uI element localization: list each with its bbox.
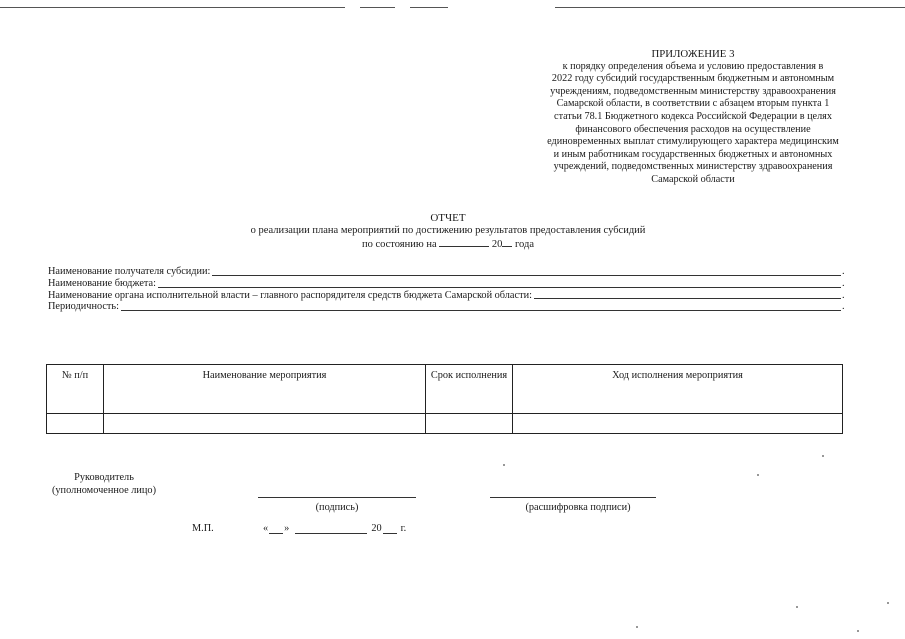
appendix-block <box>528 48 858 187</box>
signature-date <box>263 523 406 534</box>
signer-role-note: (уполномоченное лицо) <box>51 485 157 496</box>
scan-line <box>0 7 345 8</box>
scan-line <box>555 7 905 8</box>
field-blank[interactable] <box>534 298 841 299</box>
table-cell[interactable] <box>47 414 104 434</box>
appendix-line: Самарской области, в соответствии с абзацем вторым пункта 1 <box>556 98 830 110</box>
scan-speck <box>796 606 798 608</box>
appendix-heading: ПРИЛОЖЕНИЕ 3 <box>651 48 735 60</box>
field-authority <box>48 290 848 302</box>
seal-place: М.П. <box>192 523 214 534</box>
field-periodicity <box>48 301 848 313</box>
scan-speck <box>887 602 889 604</box>
date-open-quote: « <box>263 523 269 534</box>
field-label: Наименование органа исполнительной власти – главного распорядителя средств бюджета Самарской области: <box>48 289 532 301</box>
date-year-blank[interactable] <box>383 523 397 534</box>
date-suffix: г. <box>400 523 407 534</box>
scan-speck <box>822 455 824 457</box>
appendix-line: единовременных выплат стимулирующего характера медицинским <box>547 136 839 148</box>
field-blank[interactable] <box>121 310 841 311</box>
report-date-year: 20 <box>491 239 503 251</box>
signature-line[interactable] <box>258 497 416 498</box>
field-label: Наименование получателя субсидии: <box>48 266 211 277</box>
col-header-event: Наименование мероприятия <box>104 365 426 414</box>
appendix-line: к порядку определения объема и условию предоставления в <box>562 60 824 72</box>
signature-caption: (подпись) <box>315 502 359 513</box>
events-table <box>46 364 843 434</box>
appendix-line: статьи 78.1 Бюджетного кодекса Российской Федерации в целях <box>554 110 832 122</box>
report-fields <box>48 266 848 313</box>
report-date-line <box>200 237 696 252</box>
report-date-prefix: по состоянию на <box>361 239 437 251</box>
table-header-row <box>47 365 843 414</box>
date-close-quote: » <box>284 523 290 534</box>
scan-speck <box>857 630 859 632</box>
col-header-progress: Ход исполнения мероприятия <box>513 365 843 414</box>
field-recipient <box>48 266 848 278</box>
scan-line <box>410 7 448 8</box>
field-end: . <box>842 301 845 313</box>
signer-role-title: Руководитель <box>74 472 134 483</box>
date-day-blank[interactable] <box>269 523 283 534</box>
appendix-line: 2022 году субсидий государственным бюджетным и автономным <box>551 73 835 85</box>
date-month-blank[interactable] <box>295 523 367 534</box>
field-label: Периодичность: <box>48 301 119 313</box>
appendix-line: Самарской области <box>651 173 735 185</box>
date-year: 20 <box>371 523 382 534</box>
field-end: . <box>842 266 845 277</box>
appendix-line: финансового обеспечения расходов на осуществление <box>575 123 811 135</box>
field-blank[interactable] <box>158 287 841 288</box>
field-label: Наименование бюджета: <box>48 277 156 289</box>
report-title-block <box>200 212 696 252</box>
scan-line <box>360 7 395 8</box>
field-end: . <box>842 289 845 301</box>
table-cell[interactable] <box>426 414 513 434</box>
report-subtitle: о реализации плана мероприятий по достижению результатов предоставления субсидий <box>250 224 646 236</box>
signer-role <box>48 471 160 497</box>
report-year-blank[interactable] <box>502 237 512 247</box>
col-header-number: № п/п <box>47 365 104 414</box>
signature-decode-line[interactable] <box>490 497 656 498</box>
scan-speck <box>757 474 759 476</box>
report-date-blank[interactable] <box>439 237 489 247</box>
table-cell[interactable] <box>513 414 843 434</box>
scan-speck <box>636 626 638 628</box>
table-cell[interactable] <box>104 414 426 434</box>
appendix-line: учреждений, подведомственных министерству здравоохранения <box>553 161 833 173</box>
signature-decode-caption: (расшифровка подписи) <box>525 502 631 513</box>
field-budget <box>48 278 848 290</box>
table-row <box>47 414 843 434</box>
scan-speck <box>503 464 505 466</box>
field-end: . <box>842 277 845 289</box>
appendix-line: учреждениям, подведомственным министерству здравоохранения <box>550 85 836 97</box>
report-date-suffix: года <box>515 239 535 251</box>
report-title: ОТЧЕТ <box>430 212 466 224</box>
appendix-line: и иным работникам государственных бюджетных и автономных <box>553 148 833 160</box>
field-blank[interactable] <box>212 275 841 276</box>
col-header-deadline: Срок исполнения <box>426 365 513 414</box>
